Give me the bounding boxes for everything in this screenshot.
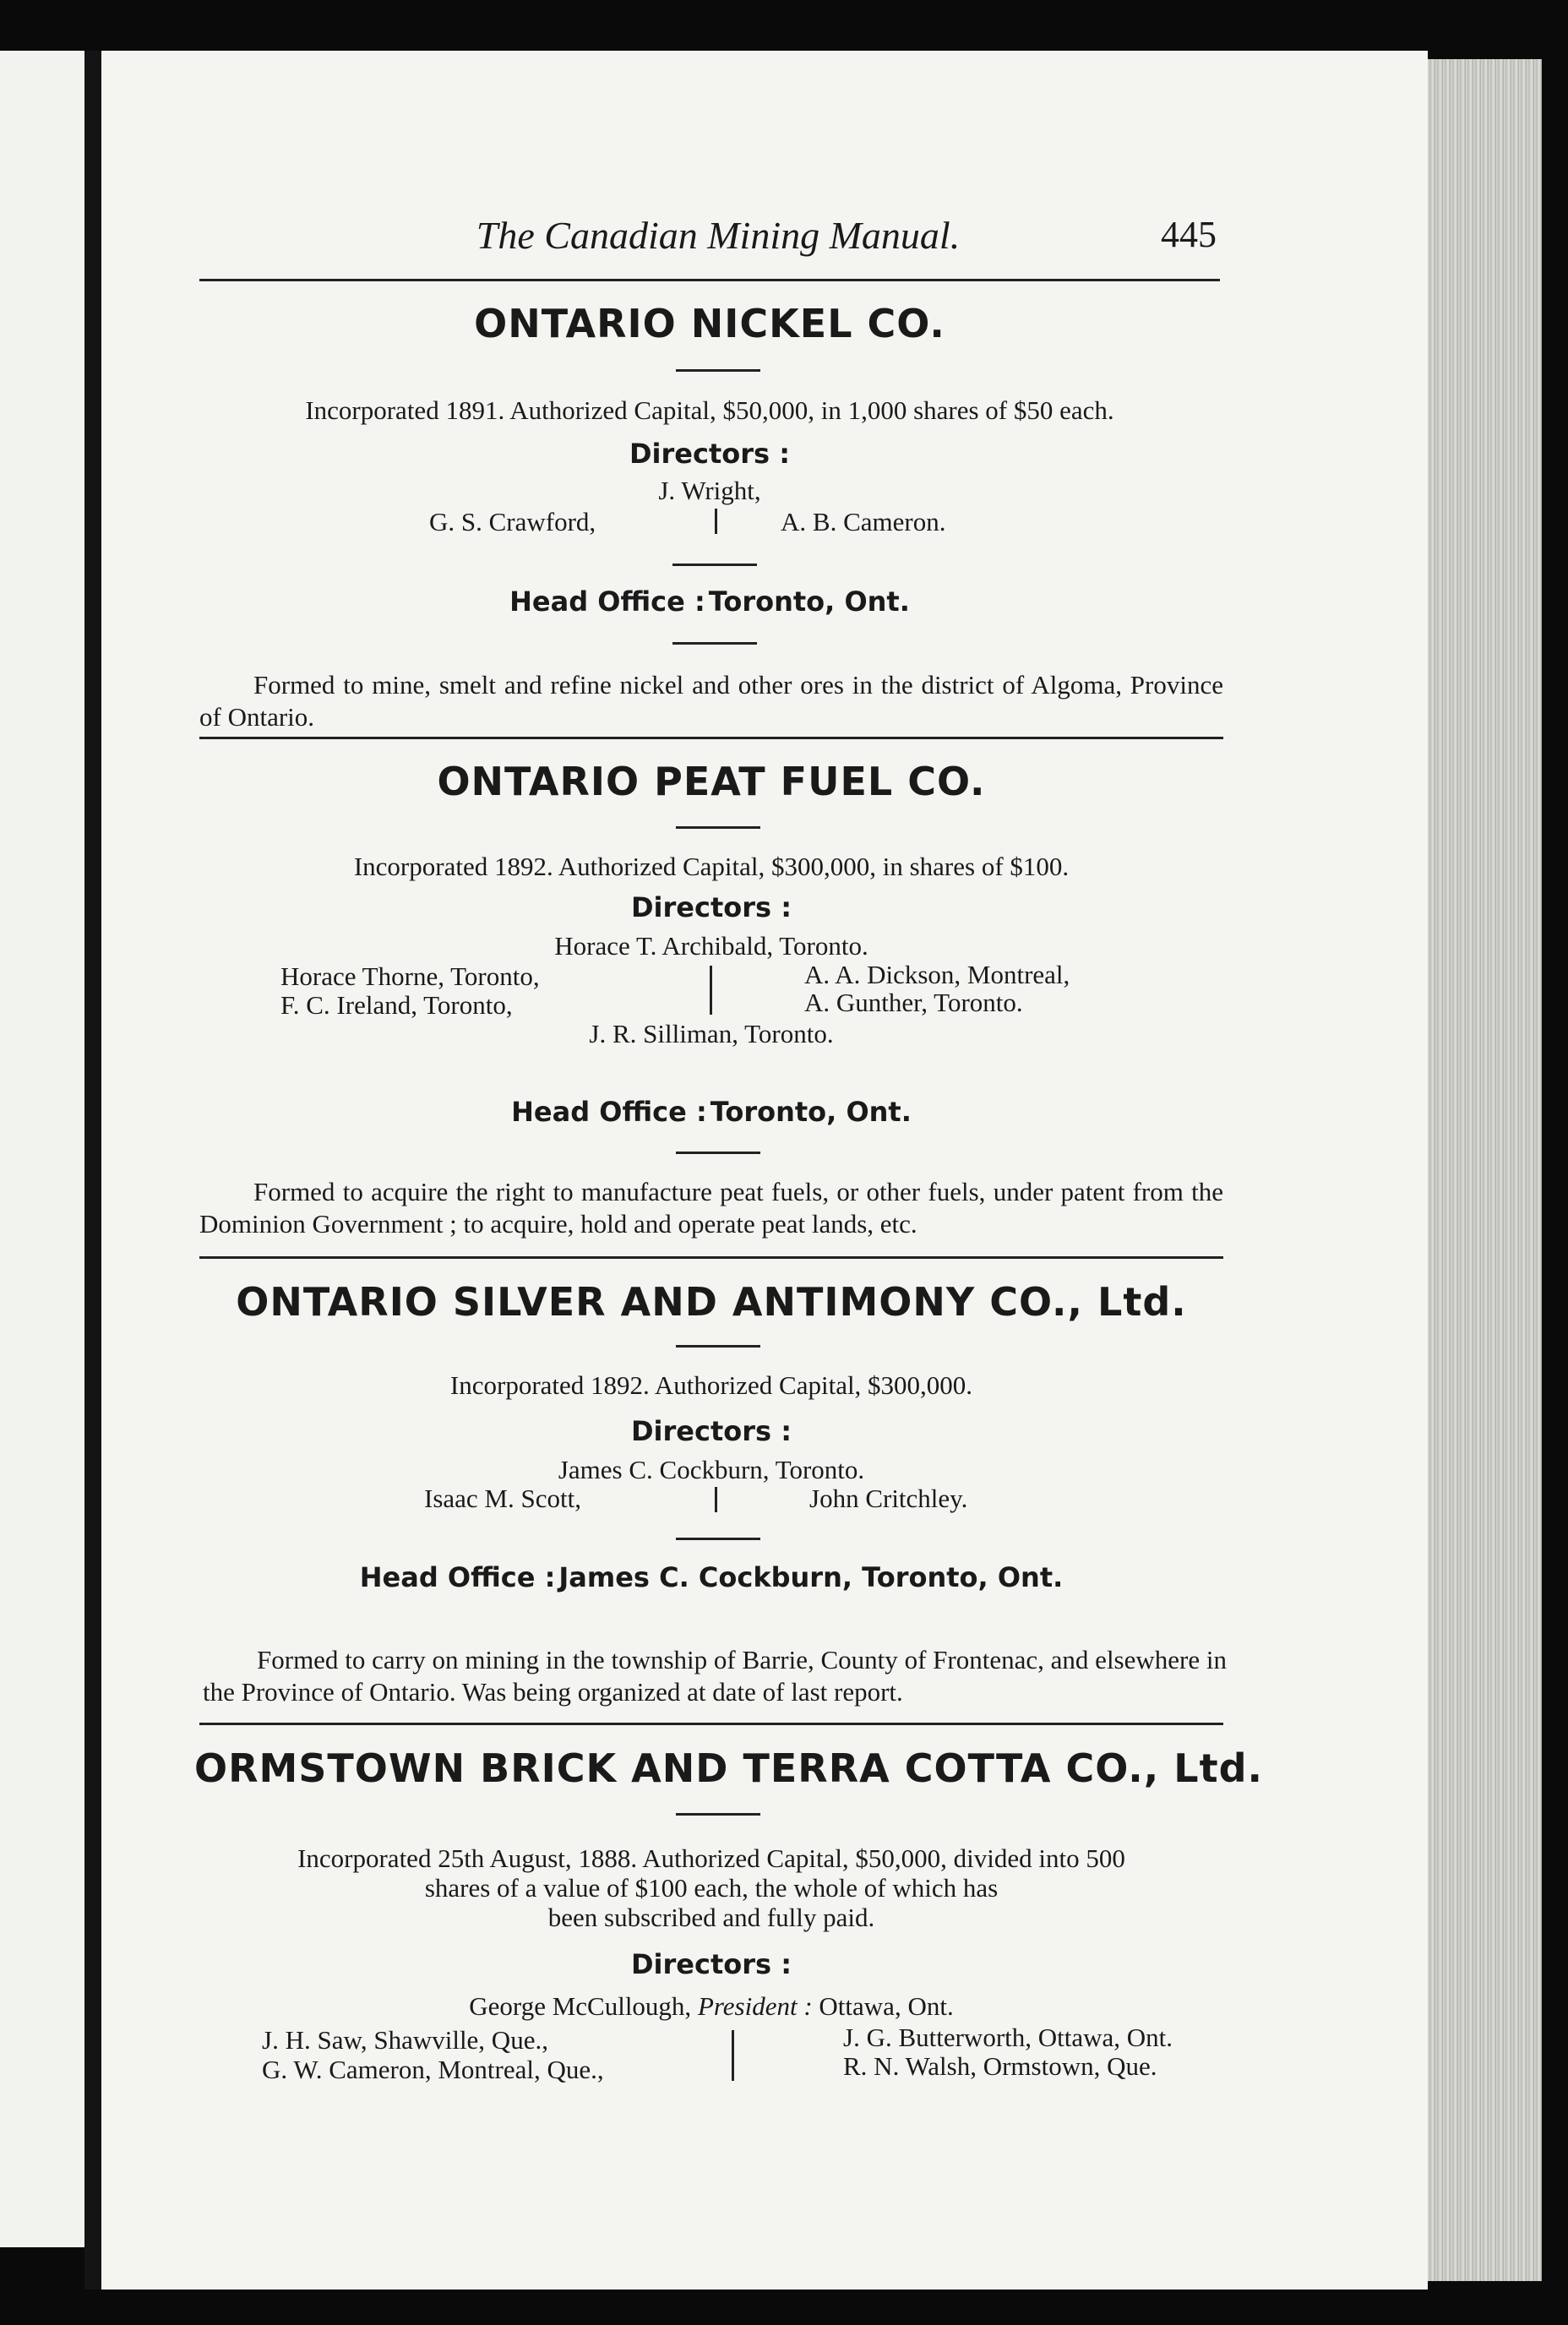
description: Formed to mine, smelt and refine nickel and other ores in the district of Algoma, Province of Ontario. [199,670,1223,732]
director-president-name: George McCullough, [469,1991,692,2021]
director-top: Horace T. Archibald, Toronto. [554,931,868,961]
head-office-label: Head Office : [359,1561,556,1593]
page-number: 445 [1161,214,1217,255]
separator-dash [676,826,760,829]
directors-label: Directors : [630,891,792,923]
running-header-title: The Canadian Mining Manual. [476,214,961,257]
entry-rule [199,1723,1223,1725]
director-divider [715,1487,717,1512]
director-left: F. C. Ireland, Toronto, [280,990,513,1020]
head-office-line [199,1096,1223,1128]
company-name: ONTARIO PEAT FUEL CO. [437,759,986,804]
page-stack-edge [1428,59,1542,2281]
separator-dash [676,1345,760,1348]
directors-label: Directors : [630,1948,792,1980]
director-right: A. Gunther, Toronto. [804,988,1023,1017]
director-divider [715,509,717,534]
incorporation-line: Incorporated 25th August, 1888. Authorized Capital, $50,000, divided into 500 [297,1843,1125,1873]
separator-dash [672,564,757,566]
directors-label: Directors : [630,1415,792,1447]
director-top: J. Wright, [658,476,761,505]
description: Formed to acquire the right to manufacture peat fuels, or other fuels, under patent from the Dominion Government ; to acquire, hold and operate peat lands, etc. [199,1177,1223,1239]
director-right: A. B. Cameron. [781,507,946,536]
directors-label: Directors : [629,438,791,470]
header-rule [199,279,1220,281]
director-right: John Critchley. [809,1484,968,1513]
separator-dash [676,1152,760,1154]
director-right: A. A. Dickson, Montreal, [804,960,1070,989]
director-top [199,1991,1223,2022]
director-left: J. H. Saw, Shawville, Que., [262,2025,548,2055]
separator-dash [672,642,757,645]
head-office-label: Head Office : [509,585,705,618]
head-office-line [199,1561,1223,1593]
director-left: G. S. Crawford, [429,507,596,536]
director-bottom: J. R. Silliman, Toronto. [589,1019,834,1048]
facing-page-edge [0,51,84,2247]
separator-dash [676,369,760,372]
director-top: James C. Cockburn, Toronto. [558,1455,865,1484]
head-office-value: Toronto, Ont. [708,585,910,618]
company-name: ONTARIO NICKEL CO. [474,301,945,346]
incorporation-line: Incorporated 1892. Authorized Capital, $300,000, in shares of $100. [353,852,1070,881]
director-president-role: President : [697,1991,813,2021]
incorporation-line: Incorporated 1891. Authorized Capital, $50,000, in 1,000 shares of $50 each. [305,395,1114,425]
separator-dash [676,1538,760,1540]
separator-dash [676,1813,760,1816]
company-name: ORMSTOWN BRICK AND TERRA COTTA CO., Ltd. [194,1745,1263,1791]
head-office-label: Head Office : [511,1096,707,1128]
entry-rule [199,737,1223,739]
incorporation-line: shares of a value of $100 each, the whole of which has [424,1873,999,1903]
incorporation-line: been subscribed and fully paid. [547,1903,875,1932]
director-president-place: Ottawa, Ont. [819,1991,954,2021]
director-divider [710,966,712,1015]
director-right: J. G. Butterworth, Ottawa, Ont. [843,2023,1173,2052]
director-left: Horace Thorne, Toronto, [280,961,540,991]
head-office-value: Toronto, Ont. [710,1096,912,1128]
director-left: Isaac M. Scott, [424,1484,581,1513]
director-divider [732,2030,734,2081]
head-office-value: James C. Cockburn, Toronto, Ont. [558,1561,1064,1593]
description: Formed to carry on mining in the township of Barrie, County of Frontenac, and elsewhere in the Province of Ontario. Was being organized at date of last report. [203,1645,1227,1707]
entry-rule [199,1256,1223,1259]
company-name: ONTARIO SILVER AND ANTIMONY CO., Ltd. [236,1279,1187,1325]
director-right: R. N. Walsh, Ormstown, Que. [843,2051,1157,2081]
director-left: G. W. Cameron, Montreal, Que., [262,2055,604,2084]
incorporation-line: Incorporated 1892. Authorized Capital, $300,000. [449,1370,973,1400]
head-office-line [199,585,1220,618]
